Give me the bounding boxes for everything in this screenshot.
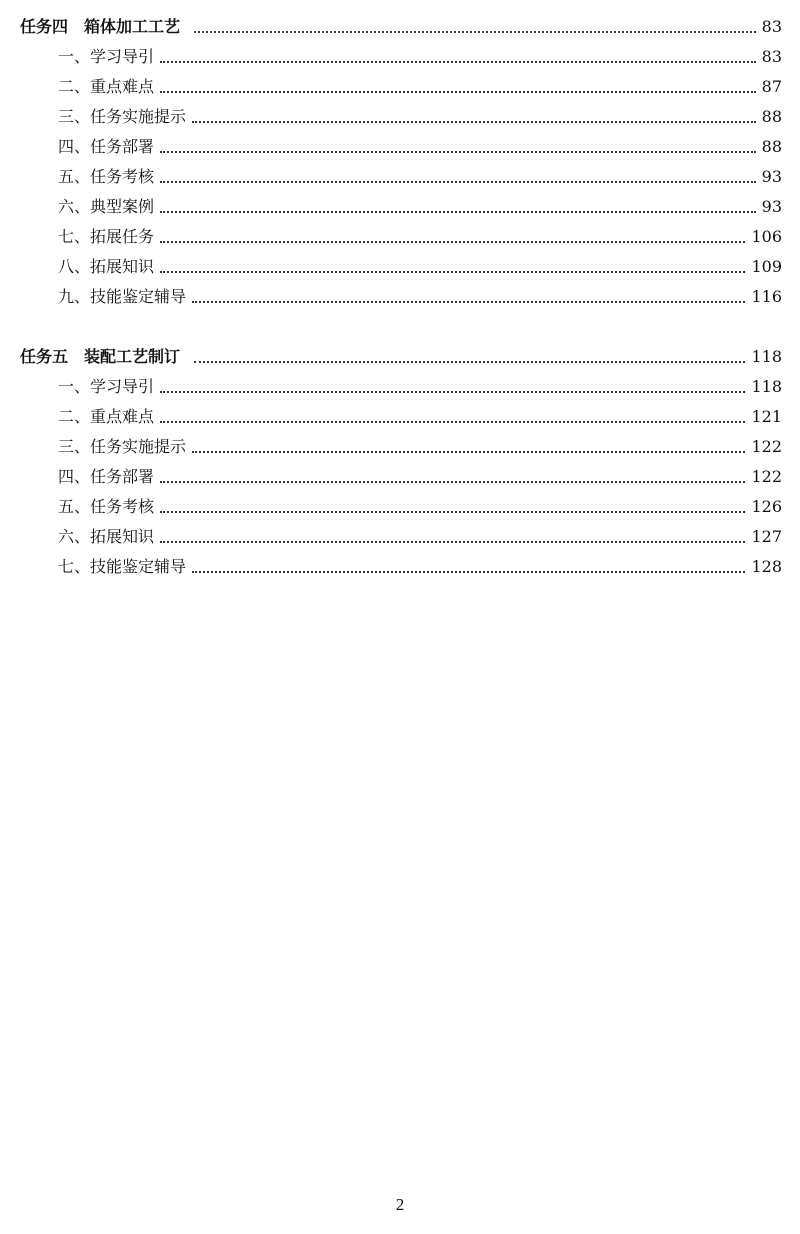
page-number: 116 [751, 287, 782, 306]
entry-title: 三、任务实施提示 [58, 107, 187, 126]
entry-title: 二、重点难点 [58, 77, 155, 96]
entry-title: 五、任务考核 [58, 497, 155, 516]
page-number: 83 [761, 17, 782, 36]
entry-title: 九、技能鉴定辅导 [58, 287, 187, 306]
toc-entry[interactable] [0, 552, 800, 582]
dot-leader [160, 61, 756, 63]
entry-title: 二、重点难点 [58, 407, 155, 426]
page-number: 118 [751, 347, 782, 366]
toc-entry[interactable] [0, 192, 800, 222]
table-of-contents [0, 12, 800, 612]
toc-entry[interactable] [0, 42, 800, 72]
toc-entry[interactable] [0, 372, 800, 402]
toc-entry[interactable] [0, 402, 800, 432]
dot-leader [160, 271, 745, 273]
toc-entry[interactable] [0, 102, 800, 132]
entry-title: 七、技能鉴定辅导 [58, 557, 187, 576]
dot-leader [194, 361, 745, 363]
entry-title: 六、典型案例 [58, 197, 155, 216]
dot-leader [192, 571, 745, 573]
dot-leader [160, 541, 745, 543]
page-number: 88 [761, 107, 782, 126]
toc-chapter-entry[interactable] [0, 342, 800, 372]
page-number: 106 [751, 227, 782, 246]
chapter-title: 装配工艺制订 [84, 347, 181, 366]
page-number: 122 [751, 467, 782, 486]
toc-entry[interactable] [0, 222, 800, 252]
entry-title: 八、拓展知识 [58, 257, 155, 276]
toc-entry[interactable] [0, 462, 800, 492]
dot-leader [192, 451, 745, 453]
page-number: 88 [761, 137, 782, 156]
dot-leader [192, 121, 756, 123]
dot-leader [160, 181, 756, 183]
toc-section [0, 342, 800, 582]
dot-leader [160, 391, 745, 393]
page-number: 118 [751, 377, 782, 396]
toc-entry[interactable] [0, 492, 800, 522]
dot-leader [160, 241, 745, 243]
dot-leader [160, 151, 756, 153]
toc-chapter-entry[interactable] [0, 12, 800, 42]
page-number: 93 [761, 167, 782, 186]
entry-title: 一、学习导引 [58, 47, 155, 66]
page-number: 127 [751, 527, 782, 546]
page-number: 128 [751, 557, 782, 576]
toc-entry[interactable] [0, 132, 800, 162]
page-number: 93 [761, 197, 782, 216]
dot-leader [160, 91, 756, 93]
toc-section [0, 12, 800, 312]
toc-entry[interactable] [0, 252, 800, 282]
entry-title: 四、任务部署 [58, 467, 155, 486]
dot-leader [160, 421, 745, 423]
entry-title: 六、拓展知识 [58, 527, 155, 546]
entry-title: 五、任务考核 [58, 167, 155, 186]
dot-leader [194, 31, 756, 33]
page-number: 126 [751, 497, 782, 516]
dot-leader [160, 481, 745, 483]
toc-entry[interactable] [0, 432, 800, 462]
entry-title: 一、学习导引 [58, 377, 155, 396]
chapter-number: 任务五 [20, 347, 69, 366]
page-number: 122 [751, 437, 782, 456]
toc-entry[interactable] [0, 72, 800, 102]
dot-leader [192, 301, 745, 303]
dot-leader [160, 511, 745, 513]
entry-title: 三、任务实施提示 [58, 437, 187, 456]
toc-entry[interactable] [0, 162, 800, 192]
page-number: 121 [751, 407, 782, 426]
page-number: 83 [761, 47, 782, 66]
page-folio-number: 2 [395, 1195, 405, 1214]
entry-title: 七、拓展任务 [58, 227, 155, 246]
dot-leader [160, 211, 756, 213]
toc-entry[interactable] [0, 522, 800, 552]
chapter-number: 任务四 [20, 17, 69, 36]
toc-entry[interactable] [0, 282, 800, 312]
entry-title: 四、任务部署 [58, 137, 155, 156]
page-number: 87 [761, 77, 782, 96]
page-number: 109 [751, 257, 782, 276]
chapter-title: 箱体加工工艺 [84, 17, 181, 36]
